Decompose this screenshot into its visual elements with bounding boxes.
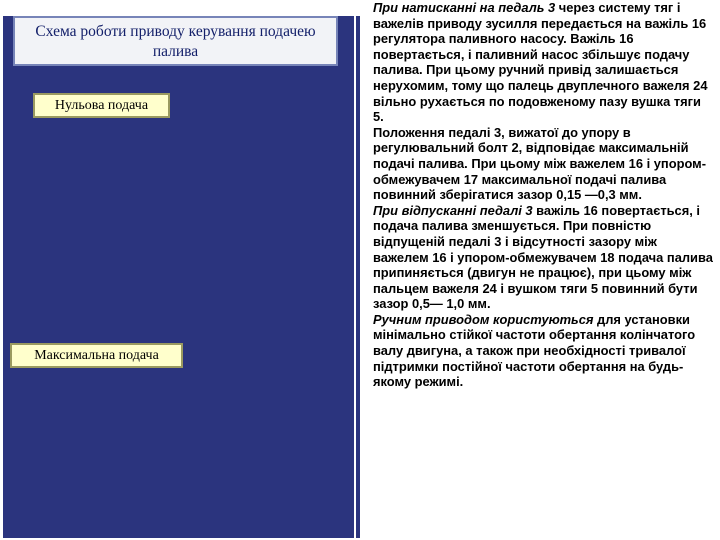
zero-feed-label: Нульова подача — [33, 93, 170, 118]
diagram-title: Схема роботи приводу керування подачею палива — [13, 16, 338, 66]
max-feed-label: Максимальна подача — [10, 343, 183, 368]
paragraph-pedal-release — [373, 203, 715, 312]
manual-drive-intro: Ручним приводом користуються — [373, 311, 594, 327]
pedal-release-intro: При відпусканні педалі 3 — [373, 202, 533, 218]
panel-divider — [356, 16, 360, 538]
pedal-press-intro: При натисканні на педаль 3 — [373, 0, 556, 15]
paragraph-max-position: Положення педалі 3, вижатої до упору в регулювальний болт 2, відповідає максимальній подачі палива. При цьому між важелем 16 і упором-обмежувачем 17 максимальної подачі палива повинний зберігатися зазор 0,15 —0,3 мм. — [373, 124, 706, 203]
paragraph-pedal-press — [373, 0, 715, 125]
pedal-release-body: важіль 16 повертається, і подача палива зменшується. При повністю відпущеній педалі 3 і відсутності зазору між важелем 16 і упором-обмежувачем 18 подача палива припиняється (двигун не працює), при цьому між пальцем важеля 24 і вушком тяги 5 повинний бути зазор 0,5— 1,0 мм. — [373, 202, 713, 312]
paragraph-manual-drive — [373, 312, 715, 390]
manual-drive-body: для установки мінімально стійкої частоти обертання колінчатого валу двигуна, а також при необхідності тривалої підтримки постійної частоти обертання на будь-якому режимі. — [373, 311, 696, 390]
description-text — [373, 0, 715, 390]
pedal-press-body: через систему тяг і важелів приводу зусилля передається на важіль 16 регулятора паливного насосу. Важіль 16 повертається, і паливний насос збільшує подачу палива. При цьому ручний привід залишається нерухомим, тому що палець двуплечного важеля 24 вільно рухається по подовженому пазу вушка тяги 5. — [373, 0, 708, 125]
